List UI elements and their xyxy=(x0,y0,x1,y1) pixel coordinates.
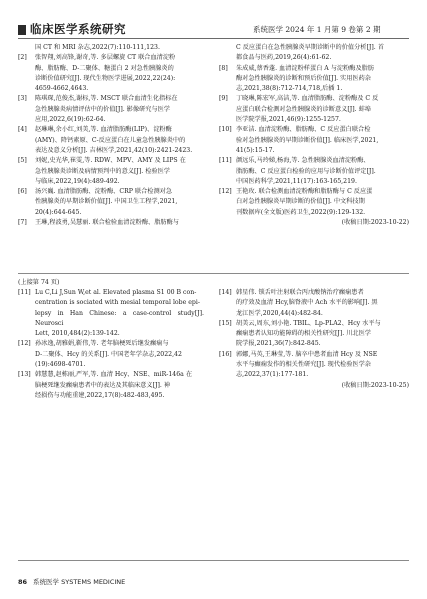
reference-text: 张智翔,刘高锋,谢奇,等. 多层螺旋 CT 联合血清淀粉 酶、脂肪酶、D-二聚体、糖蛋白 2 对急性胰腺炎的 诊断价值研究[J]. 现代生物医学进展,2022,22(24): 4659-4662,4643. xyxy=(35,54,176,93)
reference-item xyxy=(18,187,204,218)
reference-text: 朱成威,蔡香蓬. 血清淀粉样蛋白 A 与淀粉酶及脂肪 酶对急性胰腺炎的诊断和预后价值[J]. 实用医药杂 志,2021,38(8):712-714,718,后插 1. xyxy=(236,64,375,93)
reference-text: 王琳,程波勇,吴慧丽. 联合检验血清淀粉酶、脂肪酶与 xyxy=(35,219,179,227)
reference-number: [10] xyxy=(219,126,232,134)
reference-number: [7] xyxy=(18,219,27,227)
reference-number: [16] xyxy=(219,350,232,358)
bottom-right-references xyxy=(219,288,409,391)
reference-text: 刘妮,史光华,崔雯,等. RDW、MPV、AMY 及 LIPS 在 急性胰腺炎诊断及病情预判中的意义[J]. 检验医学 与临床,2022,19(4):489-492. xyxy=(35,157,186,185)
reference-item xyxy=(18,339,204,370)
reference-text: 李亚洁. 血清淀粉酶、脂肪酶、C 反应蛋白联合检 验对急性胰腺炎的早期诊断价值[J]. 临床医学,2021, 41(5):15-17. xyxy=(236,126,379,154)
reference-continuation: 国 CT 和 MRI 杂志,2022(7):110-111,123. xyxy=(35,44,160,51)
reference-item xyxy=(18,218,204,228)
reference-item xyxy=(219,319,409,350)
reference-item xyxy=(18,125,204,156)
reference-text: Lu C,Li J,Sun W,et al. Elevated plasma S1 00 B con- centration is sociated with mesial temporal lobe epi- lepsy in Han Chinese: a case-control study[J]. Neurosci Lett, 2010,484(2):139-142. xyxy=(35,289,204,338)
reference-number: [11] xyxy=(219,157,232,165)
reference-item xyxy=(219,125,409,156)
received-date: (收稿日期:2023-10-25) xyxy=(341,381,409,389)
header-marker xyxy=(18,25,26,35)
reference-number: [8] xyxy=(219,64,228,72)
reference-item xyxy=(18,156,204,187)
reference-number: [12] xyxy=(219,188,232,196)
reference-item xyxy=(219,156,409,187)
reference-item xyxy=(18,370,204,401)
journal-issue-info: 系统医学 2024 年 1 月第 9 卷第 2 期 xyxy=(253,25,381,34)
reference-number: [14] xyxy=(219,289,232,296)
reference-number: [4] xyxy=(18,126,27,134)
reference-item xyxy=(219,288,409,319)
header-rule xyxy=(18,38,409,39)
reference-text: 王艳玫. 联合检测血清淀粉酶和脂肪酶与 C 反应蛋 白对急性胰腺炎早期诊断的价值[J]. 中文科技期 刊数据库(全文版)医药卫生,2022(9):129-132. xyxy=(236,188,373,216)
reference-item xyxy=(219,350,409,381)
reference-item xyxy=(18,94,204,125)
reference-number: [2] xyxy=(18,54,27,62)
reference-text: 韩星伟. 锁舌叶注射联合丙戊酸钠治疗癫痫患者 的疗效及血清 Hcy,脑脊液中 Ach 水平的影响[J]. 黑 龙江医学,2020,44(4):482-84. xyxy=(236,289,378,317)
reference-item xyxy=(18,288,204,339)
bottom-rule xyxy=(18,560,409,561)
reference-text: 颜远乐,马玲娣,杨海,等. 急性胰腺炎血清淀粉酶、 脂肪酶、C 反应蛋白检验的应用与诊断价值评定[J]. 中国医药科学,2021,11(17):163-165,219. xyxy=(236,157,376,185)
top-right-references xyxy=(219,43,409,228)
reference-number: [9] xyxy=(219,95,228,103)
reference-text: 孙冰逸,胡雅娟,靳伟,等. 老年脑梗死后继发癫痫与 D-二聚体、Hcy 的关系[J]. 中国老年学杂志,2022,42 (19):4698-4701. xyxy=(35,340,182,369)
reference-number: [15] xyxy=(219,319,232,327)
top-left-references xyxy=(18,43,204,228)
reference-text: 郭娜,马英,王琳莹,等. 脑卒中患者血清 Hcy 及 NSE 水平与癫痫发作的相关性研究[J]. 现代检验医学杂 志,2022,37(1):177-181. xyxy=(236,350,378,379)
continued-from-note: (上接第 74 页) xyxy=(18,279,60,286)
reference-continuation: C 反应蛋白在急性胰腺炎早期诊断中的价值分析[J]. 首 都食品与医药,2019,26(4):61-62. xyxy=(236,44,384,62)
reference-number: [13] xyxy=(18,371,31,379)
reference-number: [3] xyxy=(18,95,27,103)
article-separator xyxy=(18,273,409,274)
bottom-left-references xyxy=(18,288,204,401)
reference-number: [12] xyxy=(18,340,31,348)
reference-text: 韩慧慧,赵栋丽,严军,等. 血清 Hcy、NSE、miR-146a 在 脑梗死继发癫痫患者中的表达及其临床意义[J]. 神 经损伤与功能重建,2022,17(8):482-483,495. xyxy=(35,371,193,399)
reference-item xyxy=(219,94,409,125)
section-title: 临床医学系统研究 xyxy=(30,22,126,36)
reference-text: 汤兴巍. 血清脂肪酶、淀粉酶、CRP 联合检测对急 性胰腺炎的早期诊断价值[J]. 中国卫生工程学,2021, 20(4):644-645. xyxy=(35,188,178,216)
received-date: (收稿日期:2023-10-22) xyxy=(341,219,409,227)
reference-text: 丁晓琳,陈宏军,高洁,等. 血清脂肪酶、淀粉酶及 C 反 应蛋白联合检测对急性胰腺炎的诊断意义[J]. 蚌埠 医学院学报,2021,46(9):1255-1257. xyxy=(236,95,379,124)
reference-number: [11] xyxy=(18,289,31,296)
reference-number: [5] xyxy=(18,157,27,165)
reference-item xyxy=(219,187,409,218)
reference-text: 陈琪琛,范俊杰,谢标,等. MSCT 联合血清生化指标在 急性胰腺炎病情评估中的价值[J]. 影像研究与医学 应用,2022,6(19):62-64. xyxy=(35,95,178,124)
reference-text: 胡美云,周东,刘小艳. TBIL、Lp-PLA2、Hcy 水平与 癫痫患者认知功能障碍的相关性研究[J]. 川北医学 院学报,2021,36(7):842-845. xyxy=(236,319,381,348)
page-footer xyxy=(18,577,125,586)
reference-text: 赵琳琳,余小红,刘美,等. 血清脂肪酶(LIP)、淀粉酶 (AMY)、降钙素原、C-反应蛋白在儿童急性胰腺炎中的 表达及意义分析[J]. 吉林医学,2021,42(10):2421-2423. xyxy=(35,126,193,154)
page-number: 86 xyxy=(18,578,28,586)
reference-item xyxy=(219,64,409,95)
reference-number: [6] xyxy=(18,188,27,196)
journal-name: 系统医学 SYSTEMS MEDICINE xyxy=(33,578,126,586)
reference-item xyxy=(18,53,204,94)
